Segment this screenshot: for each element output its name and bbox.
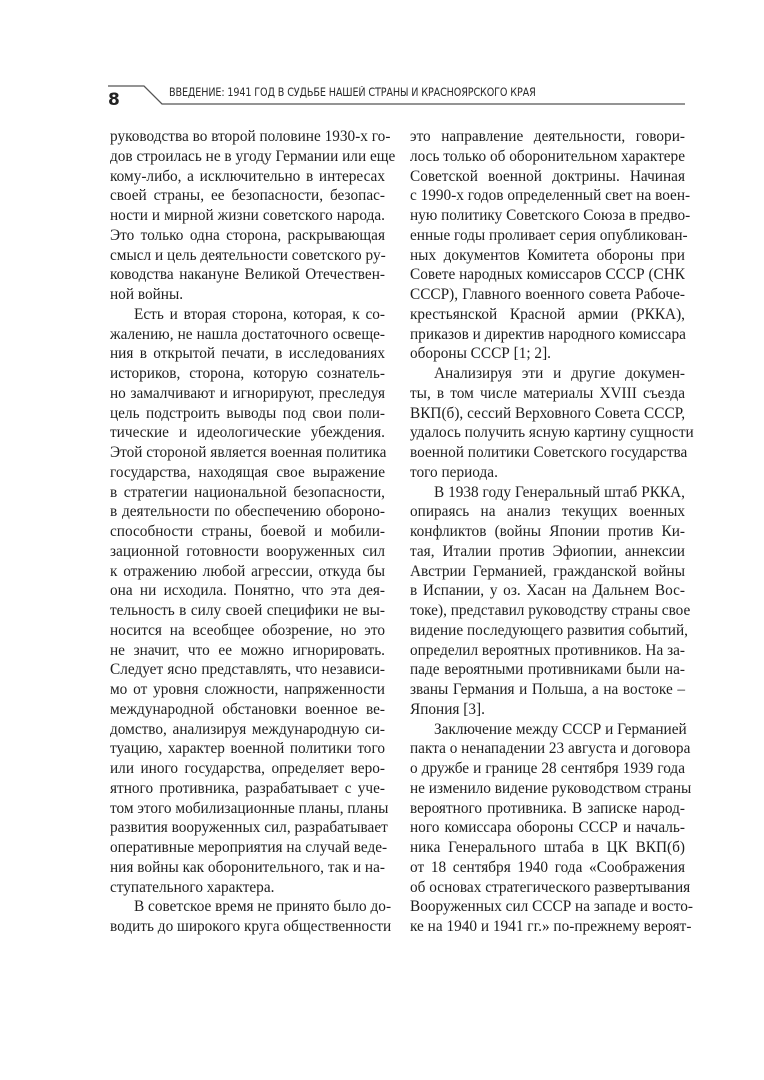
text-line: это направление деятельности, говори-: [410, 128, 685, 145]
text-line: В 1938 году Генеральный штаб РККА,: [434, 483, 685, 501]
text-line: ния войны как оборонительного, так и на-: [110, 858, 385, 876]
text-line: дов строилась не в угоду Германии или еще: [110, 147, 396, 165]
text-line: тические и идеологические убеждения.: [110, 424, 385, 442]
text-line: Япония [3].: [410, 700, 485, 718]
text-line: видение последующего развития событий,: [410, 621, 688, 639]
text-line: вероятного противника. В записке народ-: [410, 799, 685, 817]
text-line: не значит, что ее можно игнорировать.: [110, 641, 385, 659]
text-line: Советской военной доктрины. Начиная: [410, 167, 685, 185]
text-line: удалось получить ясную картину сущности: [410, 424, 694, 442]
text-line: в деятельности по обеспечению обороно-: [110, 503, 385, 521]
text-line: енные годы проливает серия опубликован-: [410, 226, 688, 244]
text-line: Следует ясно представлять, что независи-: [110, 661, 385, 679]
text-line: тельность в силу своей специфики не вы-: [110, 602, 385, 619]
text-line: ВКП(б), сессий Верховного Совета СССР,: [410, 404, 686, 422]
text-line: Есть и вторая сторона, которая, к со-: [134, 305, 385, 323]
text-line: зационной готовности вооруженных сил: [110, 542, 385, 560]
text-line: ной войны.: [110, 286, 184, 303]
text-line: обороны СССР [1; 2].: [410, 345, 551, 363]
text-line: развития вооруженных сил, разрабатывает: [110, 819, 388, 837]
text-line: домство, анализируя международную си-: [110, 720, 385, 738]
text-line: Этой стороной является военная политика: [110, 444, 387, 461]
text-line: водить до широкого круга общественности: [110, 918, 392, 935]
paragraph: [110, 127, 396, 305]
paragraph: [410, 364, 694, 483]
text-line: цель подстроить выводы под свои поли-: [110, 404, 385, 422]
text-line: международной обстановки военное ве-: [110, 700, 385, 718]
text-line: своей страны, ее безопасности, безопас-: [110, 187, 385, 205]
left-column: [110, 127, 396, 937]
paragraph: [110, 305, 389, 898]
text-line: ты, в том числе материалы XVIII съезда: [410, 384, 685, 402]
text-line: она ни исходила. Понятно, что эта дея-: [110, 582, 385, 600]
text-line: Совете народных комиссаров СССР (СНК: [410, 266, 685, 284]
text-line: Это только одна сторона, раскрывающая: [110, 226, 385, 244]
text-line: Австрии Германией, гражданской войны: [410, 562, 685, 580]
text-line: оперативные мероприятия на случай веде-: [110, 839, 388, 856]
text-line: руководства во второй половине 1930-х го-: [110, 128, 391, 145]
text-line: токе), представил руководству страны свое: [410, 602, 691, 619]
text-line: ководства накануне Великой Отечествен-: [110, 266, 385, 284]
text-line: к отражению любой агрессии, откуда бы: [110, 562, 385, 580]
text-line: туацию, характер военной политики того: [110, 740, 385, 758]
text-line: опираясь на анализ текущих военных: [410, 503, 685, 521]
right-column: [410, 127, 694, 937]
text-line: ника Генерального штаба в ЦК ВКП(б): [410, 839, 685, 856]
text-line: военной политики Советского государства: [410, 444, 688, 461]
text-line: званы Германия и Польша, а на востоке –: [410, 681, 685, 698]
text-line: ных документов Комитета обороны при: [410, 246, 685, 264]
page-number: 8: [108, 90, 120, 110]
text-line: Заключение между СССР и Германией: [434, 720, 687, 738]
text-line: или иного государства, определяет веро-: [110, 760, 385, 777]
text-line: в Испании, у оз. Хасан на Дальнем Вос-: [410, 582, 685, 600]
text-line: Вооруженных сил СССР на западе и восто-: [410, 898, 694, 916]
text-line: тая, Италии против Эфиопии, аннексии: [410, 542, 685, 560]
text-line: смысл и цель деятельности советского ру-: [110, 246, 386, 264]
text-line: но замалчивают и игнорируют, преследуя: [110, 384, 385, 402]
text-line: кому-либо, а исключительно в интересах: [110, 167, 385, 185]
text-line: конфликтов (войны Японии против Ки-: [410, 523, 685, 540]
text-line: Анализируя эти и другие докумен-: [434, 365, 685, 382]
text-line: носится на всеобщее обозрение, но это: [110, 621, 385, 639]
text-line: мо от уровня сложности, напряженности: [110, 681, 385, 698]
running-title: ВВЕДЕНИЕ: 1941 ГОД В СУДЬБЕ НАШЕЙ СТРАНЫ И КРАСНОЯРСКОГО КРАЯ: [169, 86, 536, 99]
text-line: ятного противника, разрабатывает с уче-: [110, 779, 385, 797]
paragraph: [410, 483, 691, 720]
text-line: определил вероятных противников. На за-: [410, 641, 686, 659]
paragraph: [410, 720, 694, 937]
text-line: способности страны, боевой и мобили-: [110, 523, 385, 540]
text-line: приказов и директив народного комиссара: [410, 325, 686, 343]
text-line: в стратегии национальной безопасности,: [110, 483, 385, 501]
text-line: паде вероятными противниками были на-: [410, 661, 685, 679]
text-line: ности и мирной жизни советского народа.: [110, 207, 385, 224]
text-line: том этого мобилизационные планы, планы: [110, 799, 389, 817]
text-line: лось только об оборонительном характере: [410, 147, 685, 165]
text-line: с 1990-х годов определенный свет на воен-: [410, 187, 691, 205]
text-line: крестьянской Красной армии (РККА),: [410, 305, 685, 323]
text-line: об основах стратегического развертывания: [410, 878, 691, 896]
text-line: СССР), Главного военного совета Рабоче-: [410, 286, 685, 303]
text-line: ного комиссара обороны СССР и началь-: [410, 819, 685, 837]
paragraph: [110, 897, 392, 937]
text-line: историков, сторона, которую сознатель-: [110, 365, 385, 382]
text-line: ке на 1940 и 1941 гг.» по-прежнему вероят-: [410, 918, 692, 935]
text-line: того периода.: [410, 463, 498, 481]
text-line: жалению, не нашла достаточного освеще-: [110, 325, 385, 343]
text-line: В советское время не принято было до-: [134, 898, 392, 916]
text-line: о дружбе и границе 28 сентября 1939 года: [410, 760, 685, 777]
text-line: не изменило видение руководством страны: [410, 779, 692, 797]
text-line: ную политику Советского Союза в предво-: [410, 207, 691, 224]
paragraph: [410, 127, 691, 364]
text-line: от 18 сентября 1940 года «Соображения: [410, 858, 685, 876]
text-line: пакта о ненападении 23 августа и договора: [410, 740, 691, 758]
text-line: государства, находящая свое выражение: [110, 463, 385, 481]
text-line: ния в открытой печати, в исследованиях: [110, 345, 385, 363]
text-line: ступательного характера.: [110, 878, 275, 896]
